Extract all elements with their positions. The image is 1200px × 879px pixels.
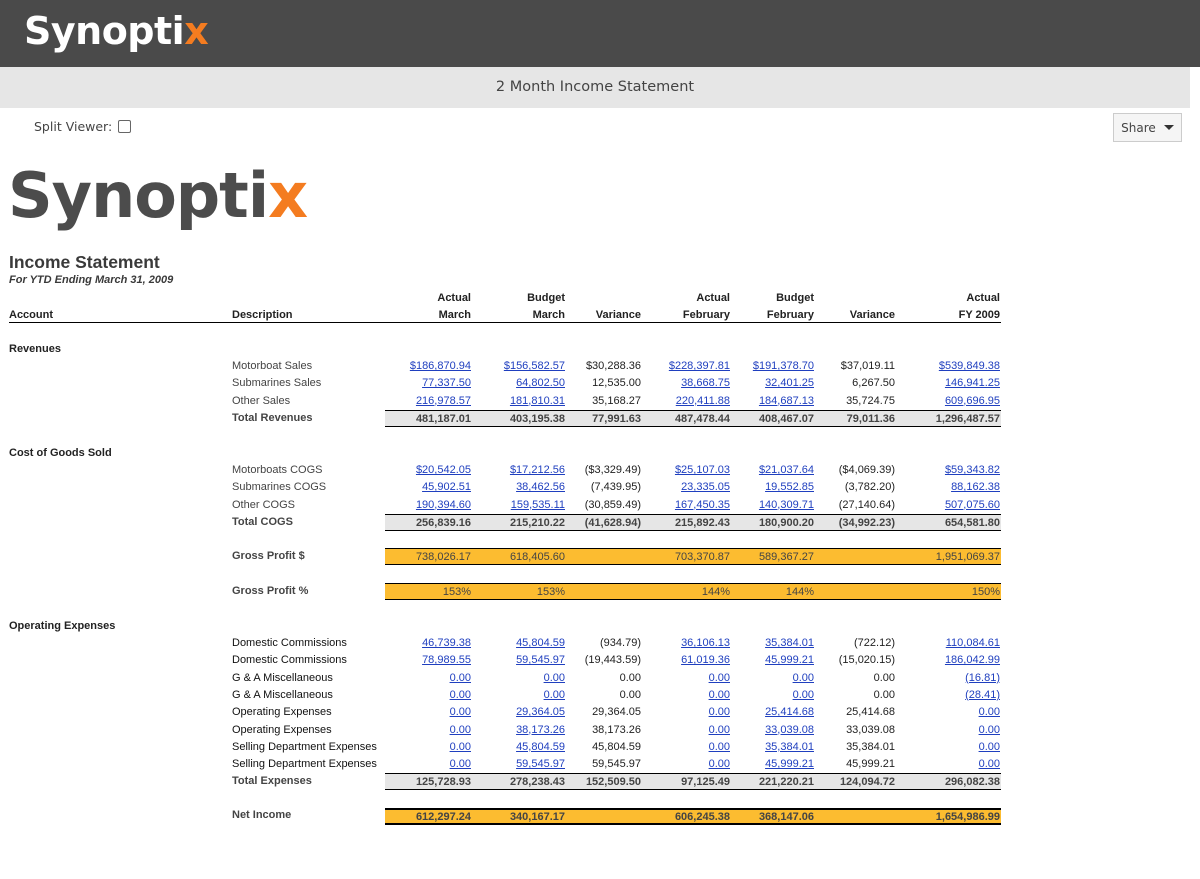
drilldown-link[interactable]: 0.00	[708, 671, 730, 684]
row-description: Other Sales	[232, 394, 291, 407]
total-expenses-value: 296,082.38	[944, 776, 1000, 788]
row-value: 0.00	[873, 671, 895, 684]
gross-profit-pct-value: 153%	[536, 586, 565, 598]
row-description: Other COGS	[232, 498, 295, 511]
row-description: Motorboats COGS	[232, 464, 323, 476]
drilldown-link[interactable]: 190,394.60	[415, 498, 471, 511]
drilldown-link[interactable]: 146,941.25	[944, 377, 1000, 390]
drilldown-link[interactable]: 0.00	[449, 740, 471, 753]
share-button[interactable]	[1113, 113, 1182, 142]
drilldown-link[interactable]: 140,309.71	[758, 498, 814, 511]
row-value: (15,020.15)	[838, 654, 895, 667]
statement-subtitle: For YTD Ending March 31, 2009	[9, 274, 174, 286]
drilldown-link[interactable]: 35,384.01	[765, 637, 814, 649]
drilldown-link[interactable]: 23,335.05	[681, 481, 730, 494]
section-operating-expenses: Operating Expenses	[9, 620, 116, 632]
column-header: February	[682, 309, 730, 321]
row-value: (7,439.95)	[590, 481, 641, 494]
drilldown-link[interactable]: $59,343.82	[944, 464, 1000, 476]
total-cogs-value: 654,581.80	[944, 517, 1000, 529]
row-description: G & A Miscellaneous	[232, 671, 333, 684]
total-revenues-value: 77,991.63	[592, 413, 641, 425]
gross-profit-pct-value: 144%	[701, 586, 730, 598]
drilldown-link[interactable]: 0.00	[708, 758, 730, 771]
row-description: Selling Department Expenses	[232, 758, 377, 771]
document-logo: Synoptix	[8, 159, 308, 232]
column-header: FY 2009	[958, 309, 1000, 321]
row-value: $30,288.36	[585, 360, 641, 372]
gross-profit-value: 703,370.87	[674, 551, 730, 563]
drilldown-link[interactable]: 38,668.75	[681, 377, 730, 390]
drilldown-link[interactable]: 181,810.31	[509, 394, 565, 407]
section-revenues: Revenues	[9, 343, 61, 355]
statement-title: Income Statement	[9, 252, 160, 272]
drilldown-link[interactable]: 29,364.05	[516, 706, 565, 719]
gross-profit-label: Gross Profit $	[232, 550, 305, 562]
gross-profit-pct-value: 144%	[785, 586, 814, 598]
drilldown-link[interactable]: 35,384.01	[765, 740, 814, 753]
column-header: March	[532, 309, 565, 321]
drilldown-link[interactable]: 77,337.50	[422, 377, 471, 390]
row-description: Selling Department Expenses	[232, 740, 377, 753]
drilldown-link[interactable]: 32,401.25	[765, 377, 814, 390]
total-expenses-value: 124,094.72	[839, 776, 895, 788]
column-header-top: Budget	[527, 292, 565, 304]
total-revenues-value: 487,478.44	[674, 413, 730, 425]
row-value: 38,173.26	[592, 723, 641, 736]
total-cogs-value: 256,839.16	[415, 517, 471, 529]
row-value: 0.00	[619, 688, 641, 701]
drilldown-link[interactable]: 45,902.51	[422, 481, 471, 494]
row-value: 12,535.00	[592, 377, 641, 390]
drilldown-link[interactable]: 78,989.55	[422, 654, 471, 667]
column-header-top: Actual	[437, 292, 471, 304]
gross-profit-value: 738,026.17	[415, 551, 471, 563]
drilldown-link[interactable]: $21,037.64	[758, 464, 814, 476]
description-header: Description	[232, 309, 293, 321]
row-value: $37,019.11	[840, 360, 895, 372]
drilldown-link[interactable]: 64,802.50	[516, 377, 565, 390]
total-cogs-value: (34,992.23)	[838, 517, 895, 529]
report-title: 2 Month Income Statement	[495, 79, 695, 95]
drilldown-link[interactable]: $228,397.81	[668, 360, 730, 372]
drilldown-link[interactable]: 33,039.08	[765, 723, 814, 736]
row-value: (722.12)	[854, 637, 895, 649]
row-value: 33,039.08	[846, 723, 895, 736]
account-header: Account	[9, 309, 53, 321]
total-revenues-value: 403,195.38	[509, 413, 565, 425]
row-value: (27,140.64)	[838, 498, 895, 511]
row-value: (30,859.49)	[584, 498, 641, 511]
gross-profit-pct-value: 150%	[971, 586, 1000, 598]
drilldown-link[interactable]: 46,739.38	[422, 637, 471, 649]
total-cogs-value: (41,628.94)	[584, 517, 641, 529]
total-cogs-value: 215,892.43	[674, 517, 730, 529]
row-value: 45,999.21	[846, 758, 895, 771]
gross-profit-value: 589,367.27	[758, 551, 814, 563]
column-header: Variance	[595, 309, 641, 321]
split-viewer-label: Split Viewer:	[34, 119, 113, 134]
drilldown-link[interactable]: $539,849.38	[938, 360, 1000, 372]
row-description: Submarines COGS	[232, 481, 327, 494]
row-value: (19,443.59)	[584, 654, 641, 667]
total-cogs-value: 215,210.22	[509, 517, 565, 529]
drilldown-link[interactable]: 216,978.57	[415, 394, 471, 407]
total-revenues-value: 1,296,487.57	[935, 413, 1000, 425]
total-expenses-value: 125,728.93	[415, 776, 471, 788]
caret-down-icon	[1164, 125, 1174, 130]
drilldown-link[interactable]: 38,173.26	[516, 723, 565, 736]
drilldown-link[interactable]: 36,106.13	[681, 637, 730, 649]
row-description: Motorboat Sales	[232, 360, 313, 372]
row-value: 0.00	[619, 671, 641, 684]
drilldown-link[interactable]: 0.00	[792, 688, 814, 701]
row-value: 35,384.01	[846, 740, 895, 753]
drilldown-link[interactable]: $191,378.70	[752, 360, 814, 372]
drilldown-link[interactable]: 0.00	[449, 706, 471, 719]
scrollbar-track[interactable]	[1190, 67, 1200, 879]
row-description: Domestic Commissions	[232, 637, 347, 649]
drilldown-link[interactable]: 0.00	[708, 740, 730, 753]
drilldown-link[interactable]: 0.00	[978, 723, 1000, 736]
net-income-value: 368,147.06	[758, 811, 814, 823]
drilldown-link[interactable]: 45,804.59	[516, 637, 565, 649]
drilldown-link[interactable]: 110,084.61	[945, 637, 1000, 649]
drilldown-link[interactable]: 0.00	[708, 706, 730, 719]
drilldown-link[interactable]: 59,545.97	[516, 654, 565, 667]
drilldown-link[interactable]: 38,462.56	[516, 481, 565, 494]
share-label: Share	[1121, 120, 1156, 135]
drilldown-link[interactable]: 0.00	[449, 723, 471, 736]
drilldown-link[interactable]: $156,582.57	[503, 360, 565, 372]
total-revenues-value: 408,467.07	[758, 413, 814, 425]
row-value: 29,364.05	[592, 706, 641, 719]
column-header-top: Budget	[776, 292, 814, 304]
row-value: 25,414.68	[846, 706, 895, 719]
row-description: Domestic Commissions	[232, 654, 347, 667]
total-revenues-value: 79,011.36	[846, 413, 895, 425]
row-value: 59,545.97	[592, 758, 641, 771]
drilldown-link[interactable]: 0.00	[978, 758, 1000, 771]
total-expenses-value: 278,238.43	[509, 776, 565, 788]
gross-profit-pct-value: 153%	[442, 586, 471, 598]
row-description: Submarines Sales	[232, 377, 322, 390]
drilldown-link[interactable]: 220,411.88	[675, 394, 730, 407]
drilldown-link[interactable]: 88,162.38	[951, 481, 1000, 494]
row-value: 0.00	[873, 688, 895, 701]
drilldown-link[interactable]: 609,696.95	[944, 394, 1000, 407]
drilldown-link[interactable]: 45,804.59	[516, 740, 565, 753]
row-value: ($4,069.39)	[838, 464, 895, 476]
row-description: Operating Expenses	[232, 706, 332, 719]
total-expenses-label: Total Expenses	[232, 775, 312, 787]
net-income-value: 606,245.38	[674, 811, 730, 823]
row-value: 35,168.27	[592, 394, 641, 407]
row-value: 45,804.59	[592, 740, 641, 753]
total-expenses-value: 152,509.50	[585, 776, 641, 788]
drilldown-link[interactable]: 186,042.99	[944, 654, 1000, 667]
drilldown-link[interactable]: 45,999.21	[765, 654, 814, 667]
drilldown-link[interactable]: 61,019.36	[681, 654, 730, 667]
gross-profit-value: 1,951,069.37	[935, 551, 1000, 563]
total-revenues-value: 481,187.01	[415, 413, 471, 425]
row-value: (934.79)	[600, 637, 641, 649]
drilldown-link[interactable]: $25,107.03	[674, 464, 730, 476]
total-cogs-value: 180,900.20	[758, 517, 814, 529]
drilldown-link[interactable]: 0.00	[978, 706, 1000, 719]
drilldown-link[interactable]: 184,687.13	[758, 394, 814, 407]
total-expenses-value: 221,220.21	[758, 776, 814, 788]
split-viewer-checkbox[interactable]	[118, 120, 131, 133]
total-expenses-value: 97,125.49	[681, 776, 730, 788]
drilldown-link[interactable]: $186,870.94	[409, 360, 471, 372]
total-revenues-label: Total Revenues	[232, 412, 313, 424]
section-cogs: Cost of Goods Sold	[9, 447, 112, 459]
drilldown-link[interactable]: 507,075.60	[944, 498, 1000, 511]
split-viewer-control	[34, 119, 131, 134]
drilldown-link[interactable]: 45,999.21	[765, 758, 814, 771]
drilldown-link[interactable]: 0.00	[792, 671, 814, 684]
column-header-top: Actual	[966, 292, 1000, 304]
drilldown-link[interactable]: 0.00	[708, 688, 730, 701]
column-header: February	[766, 309, 814, 321]
column-header: March	[438, 309, 471, 321]
drilldown-link[interactable]: (28.41)	[965, 688, 1000, 701]
top-bar	[0, 0, 1200, 67]
net-income-label: Net Income	[232, 809, 292, 821]
net-income-value: 1,654,986.99	[935, 811, 1000, 823]
drilldown-link[interactable]: 19,552.85	[765, 481, 814, 494]
total-cogs-label: Total COGS	[232, 516, 293, 528]
drilldown-link[interactable]: (16.81)	[965, 671, 1000, 684]
row-value: 6,267.50	[852, 377, 895, 390]
drilldown-link[interactable]: 59,545.97	[516, 758, 565, 771]
row-description: Operating Expenses	[232, 723, 332, 736]
drilldown-link[interactable]: 25,414.68	[765, 706, 814, 719]
drilldown-link[interactable]: 0.00	[449, 758, 471, 771]
drilldown-link[interactable]: 159,535.11	[510, 498, 565, 511]
net-income-value: 612,297.24	[415, 811, 471, 823]
gross-profit-pct-label: Gross Profit %	[232, 585, 309, 597]
row-value: 35,724.75	[846, 394, 895, 407]
report-title-bar	[0, 67, 1190, 108]
header-underline	[9, 322, 1001, 323]
app-logo[interactable]: Synoptix	[24, 9, 209, 53]
net-income-value: 340,167.17	[509, 811, 565, 823]
column-header: Variance	[849, 309, 895, 321]
drilldown-link[interactable]: 0.00	[543, 671, 565, 684]
drilldown-link[interactable]: 167,450.35	[674, 498, 730, 511]
drilldown-link[interactable]: 0.00	[708, 723, 730, 736]
gross-profit-value: 618,405.60	[509, 551, 565, 563]
drilldown-link[interactable]: 0.00	[449, 671, 471, 684]
row-value: ($3,329.49)	[584, 464, 641, 476]
drilldown-link[interactable]: $17,212.56	[509, 464, 565, 476]
drilldown-link[interactable]: $20,542.05	[415, 464, 471, 476]
row-value: (3,782.20)	[844, 481, 895, 494]
drilldown-link[interactable]: 0.00	[543, 688, 565, 701]
row-description: G & A Miscellaneous	[232, 688, 333, 701]
drilldown-link[interactable]: 0.00	[978, 740, 1000, 753]
drilldown-link[interactable]: 0.00	[449, 688, 471, 701]
column-header-top: Actual	[696, 292, 730, 304]
